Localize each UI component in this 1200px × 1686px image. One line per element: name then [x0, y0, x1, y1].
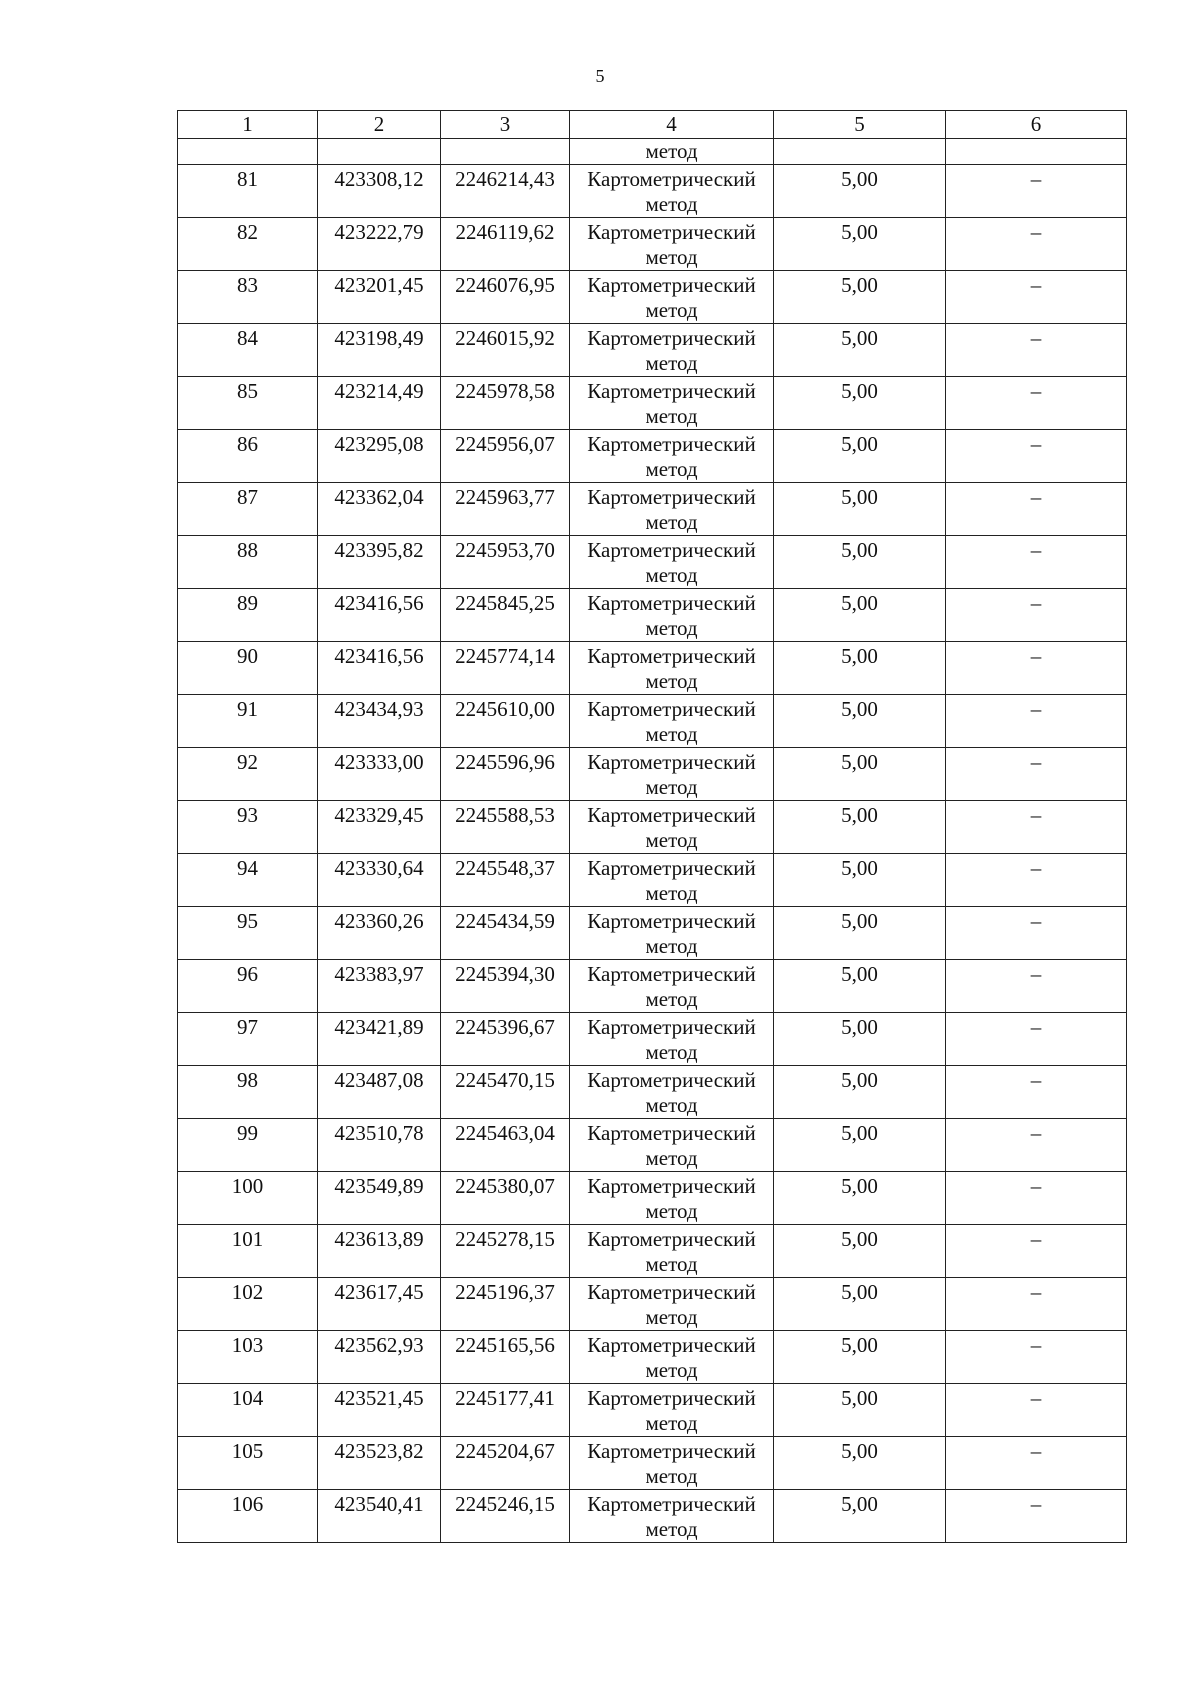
accuracy-cell: 5,00: [774, 748, 946, 801]
point-number-cell: 94: [178, 854, 318, 907]
x-coordinate-cell: 423434,93: [318, 695, 441, 748]
method-cell: [570, 589, 774, 642]
accuracy-cell: 5,00: [774, 801, 946, 854]
method-line-2: метод: [645, 987, 698, 1011]
accuracy-cell: 5,00: [774, 589, 946, 642]
method-line-2: метод: [645, 1305, 698, 1329]
method-line-1: Картометрический: [587, 750, 756, 774]
accuracy-cell: 5,00: [774, 218, 946, 271]
method-cell: [570, 324, 774, 377]
point-number-cell: 89: [178, 589, 318, 642]
method-line-2: метод: [645, 828, 698, 852]
table-row: [178, 1119, 1127, 1172]
accuracy-cell: 5,00: [774, 430, 946, 483]
y-coordinate-cell: 2246119,62: [441, 218, 570, 271]
note-cell: –: [946, 1225, 1127, 1278]
accuracy-cell: 5,00: [774, 165, 946, 218]
method-line-2: метод: [645, 1199, 698, 1223]
method-cell: [570, 854, 774, 907]
accuracy-cell: 5,00: [774, 960, 946, 1013]
point-number-cell: 95: [178, 907, 318, 960]
point-number-cell: 93: [178, 801, 318, 854]
page-number: 5: [595, 66, 605, 86]
x-coordinate-cell: 423222,79: [318, 218, 441, 271]
coordinates-table: [177, 110, 1127, 1543]
y-coordinate-cell: 2245596,96: [441, 748, 570, 801]
table-row: [178, 1331, 1127, 1384]
method-cell: [570, 1437, 774, 1490]
note-cell: –: [946, 1013, 1127, 1066]
column-header: 4: [570, 111, 774, 139]
x-coordinate-cell: 423214,49: [318, 377, 441, 430]
point-number-cell: 83: [178, 271, 318, 324]
x-coordinate-cell: 423362,04: [318, 483, 441, 536]
method-line-1: Картометрический: [587, 644, 756, 668]
note-cell: –: [946, 271, 1127, 324]
note-cell: –: [946, 642, 1127, 695]
table-cell: [774, 139, 946, 165]
method-line-1: Картометрический: [587, 856, 756, 880]
point-number-cell: 104: [178, 1384, 318, 1437]
table-cell: метод: [570, 139, 774, 165]
table-row: [178, 1384, 1127, 1437]
method-line-1: Картометрический: [587, 1227, 756, 1251]
y-coordinate-cell: 2245246,15: [441, 1490, 570, 1543]
method-line-1: Картометрический: [587, 1068, 756, 1092]
table-row: [178, 483, 1127, 536]
method-line-1: Картометрический: [587, 1333, 756, 1357]
y-coordinate-cell: 2246076,95: [441, 271, 570, 324]
y-coordinate-cell: 2245165,56: [441, 1331, 570, 1384]
method-cell: [570, 1490, 774, 1543]
point-number-cell: 99: [178, 1119, 318, 1172]
y-coordinate-cell: 2245978,58: [441, 377, 570, 430]
method-cell: [570, 483, 774, 536]
x-coordinate-cell: 423329,45: [318, 801, 441, 854]
accuracy-cell: 5,00: [774, 536, 946, 589]
x-coordinate-cell: 423333,00: [318, 748, 441, 801]
note-cell: –: [946, 748, 1127, 801]
point-number-cell: 92: [178, 748, 318, 801]
note-cell: –: [946, 589, 1127, 642]
method-cell: [570, 642, 774, 695]
method-line-2: метод: [645, 563, 698, 587]
method-line-1: Картометрический: [587, 803, 756, 827]
table-row: [178, 377, 1127, 430]
note-cell: –: [946, 165, 1127, 218]
note-cell: –: [946, 1331, 1127, 1384]
y-coordinate-cell: 2245204,67: [441, 1437, 570, 1490]
method-line-2: метод: [645, 298, 698, 322]
method-line-2: метод: [645, 1517, 698, 1541]
table-header-row: [178, 111, 1127, 139]
point-number-cell: 97: [178, 1013, 318, 1066]
x-coordinate-cell: 423201,45: [318, 271, 441, 324]
point-number-cell: 96: [178, 960, 318, 1013]
accuracy-cell: 5,00: [774, 1331, 946, 1384]
point-number-cell: 103: [178, 1331, 318, 1384]
y-coordinate-cell: 2245434,59: [441, 907, 570, 960]
accuracy-cell: 5,00: [774, 854, 946, 907]
column-header: 5: [774, 111, 946, 139]
accuracy-cell: 5,00: [774, 1384, 946, 1437]
y-coordinate-cell: 2245774,14: [441, 642, 570, 695]
method-line-1: Картометрический: [587, 1386, 756, 1410]
method-line-1: Картометрический: [587, 167, 756, 191]
table-row: [178, 642, 1127, 695]
y-coordinate-cell: 2245953,70: [441, 536, 570, 589]
x-coordinate-cell: 423562,93: [318, 1331, 441, 1384]
method-cell: [570, 1119, 774, 1172]
method-line-1: Картометрический: [587, 1015, 756, 1039]
method-line-2: метод: [645, 1411, 698, 1435]
method-line-2: метод: [645, 404, 698, 428]
method-line-2: метод: [645, 1040, 698, 1064]
x-coordinate-cell: 423487,08: [318, 1066, 441, 1119]
note-cell: –: [946, 1490, 1127, 1543]
method-line-2: метод: [645, 1093, 698, 1117]
method-cell: [570, 430, 774, 483]
continuation-row: [178, 139, 1127, 165]
method-line-2: метод: [645, 510, 698, 534]
table-row: [178, 1437, 1127, 1490]
method-line-2: метод: [645, 934, 698, 958]
x-coordinate-cell: 423198,49: [318, 324, 441, 377]
y-coordinate-cell: 2245177,41: [441, 1384, 570, 1437]
method-line-1: Картометрический: [587, 485, 756, 509]
table-cell: [318, 139, 441, 165]
y-coordinate-cell: 2245845,25: [441, 589, 570, 642]
note-cell: –: [946, 377, 1127, 430]
y-coordinate-cell: 2246214,43: [441, 165, 570, 218]
note-cell: –: [946, 1437, 1127, 1490]
table-row: [178, 907, 1127, 960]
x-coordinate-cell: 423521,45: [318, 1384, 441, 1437]
method-line-1: Картометрический: [587, 326, 756, 350]
table-row: [178, 271, 1127, 324]
method-line-2: метод: [645, 192, 698, 216]
accuracy-cell: 5,00: [774, 377, 946, 430]
table-cell: [441, 139, 570, 165]
point-number-cell: 98: [178, 1066, 318, 1119]
point-number-cell: 86: [178, 430, 318, 483]
y-coordinate-cell: 2245963,77: [441, 483, 570, 536]
note-cell: –: [946, 960, 1127, 1013]
point-number-cell: 82: [178, 218, 318, 271]
point-number-cell: 81: [178, 165, 318, 218]
x-coordinate-cell: 423421,89: [318, 1013, 441, 1066]
x-coordinate-cell: 423395,82: [318, 536, 441, 589]
point-number-cell: 87: [178, 483, 318, 536]
note-cell: –: [946, 483, 1127, 536]
table-row: [178, 165, 1127, 218]
table-row: [178, 536, 1127, 589]
table-cell: [178, 139, 318, 165]
table-row: [178, 854, 1127, 907]
method-cell: [570, 960, 774, 1013]
x-coordinate-cell: 423510,78: [318, 1119, 441, 1172]
x-coordinate-cell: 423383,97: [318, 960, 441, 1013]
table-row: [178, 1225, 1127, 1278]
method-line-1: Картометрический: [587, 220, 756, 244]
accuracy-cell: 5,00: [774, 1278, 946, 1331]
method-cell: [570, 801, 774, 854]
point-number-cell: 102: [178, 1278, 318, 1331]
point-number-cell: 84: [178, 324, 318, 377]
y-coordinate-cell: 2245610,00: [441, 695, 570, 748]
point-number-cell: 90: [178, 642, 318, 695]
table-row: [178, 218, 1127, 271]
note-cell: –: [946, 430, 1127, 483]
note-cell: –: [946, 218, 1127, 271]
point-number-cell: 105: [178, 1437, 318, 1490]
note-cell: –: [946, 1172, 1127, 1225]
accuracy-cell: 5,00: [774, 695, 946, 748]
y-coordinate-cell: 2246015,92: [441, 324, 570, 377]
x-coordinate-cell: 423416,56: [318, 642, 441, 695]
note-cell: –: [946, 1119, 1127, 1172]
accuracy-cell: 5,00: [774, 907, 946, 960]
table-row: [178, 1013, 1127, 1066]
note-cell: –: [946, 1066, 1127, 1119]
method-cell: [570, 1331, 774, 1384]
column-header: 1: [178, 111, 318, 139]
column-header: 6: [946, 111, 1127, 139]
method-line-1: Картометрический: [587, 909, 756, 933]
y-coordinate-cell: 2245588,53: [441, 801, 570, 854]
accuracy-cell: 5,00: [774, 324, 946, 377]
point-number-cell: 101: [178, 1225, 318, 1278]
method-cell: [570, 377, 774, 430]
method-cell: [570, 536, 774, 589]
accuracy-cell: 5,00: [774, 483, 946, 536]
accuracy-cell: 5,00: [774, 642, 946, 695]
accuracy-cell: 5,00: [774, 1225, 946, 1278]
x-coordinate-cell: 423360,26: [318, 907, 441, 960]
method-line-2: метод: [645, 351, 698, 375]
accuracy-cell: 5,00: [774, 1437, 946, 1490]
accuracy-cell: 5,00: [774, 1013, 946, 1066]
note-cell: –: [946, 1384, 1127, 1437]
note-cell: –: [946, 695, 1127, 748]
point-number-cell: 106: [178, 1490, 318, 1543]
x-coordinate-cell: 423549,89: [318, 1172, 441, 1225]
method-line-1: Картометрический: [587, 1121, 756, 1145]
table-row: [178, 801, 1127, 854]
method-cell: [570, 271, 774, 324]
method-cell: [570, 1066, 774, 1119]
table-cell: [946, 139, 1127, 165]
method-line-2: метод: [645, 245, 698, 269]
table-row: [178, 1066, 1127, 1119]
method-line-2: метод: [645, 1146, 698, 1170]
method-cell: [570, 907, 774, 960]
x-coordinate-cell: 423613,89: [318, 1225, 441, 1278]
x-coordinate-cell: 423330,64: [318, 854, 441, 907]
table-row: [178, 324, 1127, 377]
method-cell: [570, 695, 774, 748]
y-coordinate-cell: 2245548,37: [441, 854, 570, 907]
y-coordinate-cell: 2245396,67: [441, 1013, 570, 1066]
note-cell: –: [946, 1278, 1127, 1331]
method-line-1: Картометрический: [587, 591, 756, 615]
table-row: [178, 430, 1127, 483]
method-line-1: Картометрический: [587, 1492, 756, 1516]
y-coordinate-cell: 2245470,15: [441, 1066, 570, 1119]
x-coordinate-cell: 423540,41: [318, 1490, 441, 1543]
method-line-2: метод: [645, 1358, 698, 1382]
method-cell: [570, 1278, 774, 1331]
table-row: [178, 1490, 1127, 1543]
accuracy-cell: 5,00: [774, 1172, 946, 1225]
method-line-1: Картометрический: [587, 379, 756, 403]
method-cell: [570, 748, 774, 801]
table-row: [178, 960, 1127, 1013]
table-row: [178, 1278, 1127, 1331]
y-coordinate-cell: 2245380,07: [441, 1172, 570, 1225]
x-coordinate-cell: 423295,08: [318, 430, 441, 483]
note-cell: –: [946, 324, 1127, 377]
x-coordinate-cell: 423617,45: [318, 1278, 441, 1331]
method-line-2: метод: [645, 775, 698, 799]
method-line-1: Картометрический: [587, 962, 756, 986]
y-coordinate-cell: 2245394,30: [441, 960, 570, 1013]
method-line-2: метод: [645, 722, 698, 746]
note-cell: –: [946, 907, 1127, 960]
note-cell: –: [946, 801, 1127, 854]
method-line-2: метод: [645, 881, 698, 905]
table-row: [178, 695, 1127, 748]
x-coordinate-cell: 423416,56: [318, 589, 441, 642]
method-cell: [570, 1172, 774, 1225]
method-line-1: Картометрический: [587, 1174, 756, 1198]
method-line-1: Картометрический: [587, 1439, 756, 1463]
method-line-1: Картометрический: [587, 538, 756, 562]
method-line-1: Картометрический: [587, 697, 756, 721]
point-number-cell: 85: [178, 377, 318, 430]
y-coordinate-cell: 2245463,04: [441, 1119, 570, 1172]
method-cell: [570, 218, 774, 271]
accuracy-cell: 5,00: [774, 271, 946, 324]
accuracy-cell: 5,00: [774, 1066, 946, 1119]
note-cell: –: [946, 854, 1127, 907]
method-line-2: метод: [645, 1252, 698, 1276]
method-cell: [570, 1384, 774, 1437]
x-coordinate-cell: 423523,82: [318, 1437, 441, 1490]
y-coordinate-cell: 2245278,15: [441, 1225, 570, 1278]
point-number-cell: 88: [178, 536, 318, 589]
method-line-2: метод: [645, 669, 698, 693]
point-number-cell: 100: [178, 1172, 318, 1225]
y-coordinate-cell: 2245956,07: [441, 430, 570, 483]
method-line-2: метод: [645, 457, 698, 481]
note-cell: –: [946, 536, 1127, 589]
accuracy-cell: 5,00: [774, 1490, 946, 1543]
method-line-1: Картометрический: [587, 432, 756, 456]
method-line-2: метод: [645, 1464, 698, 1488]
accuracy-cell: 5,00: [774, 1119, 946, 1172]
method-cell: [570, 1013, 774, 1066]
table-row: [178, 589, 1127, 642]
point-number-cell: 91: [178, 695, 318, 748]
x-coordinate-cell: 423308,12: [318, 165, 441, 218]
method-cell: [570, 1225, 774, 1278]
method-line-2: метод: [645, 616, 698, 640]
method-line-1: Картометрический: [587, 273, 756, 297]
table-row: [178, 1172, 1127, 1225]
method-line-1: Картометрический: [587, 1280, 756, 1304]
table-row: [178, 748, 1127, 801]
y-coordinate-cell: 2245196,37: [441, 1278, 570, 1331]
method-cell: [570, 165, 774, 218]
column-header: 2: [318, 111, 441, 139]
column-header: 3: [441, 111, 570, 139]
